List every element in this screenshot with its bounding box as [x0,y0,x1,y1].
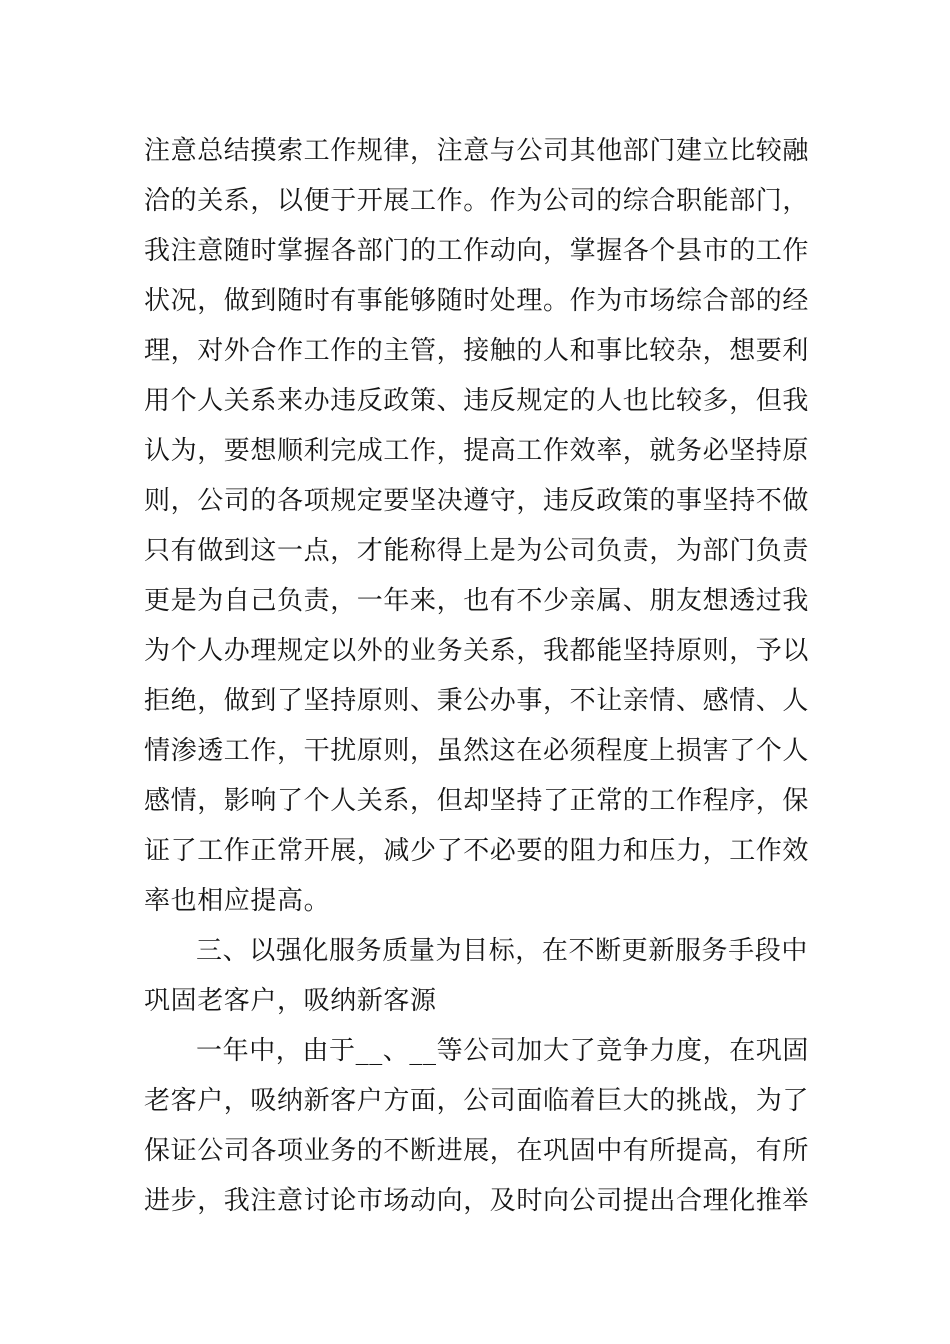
text-line: 我注意随时掌握各部门的工作动向，掌握各个县市的工作 [144,236,810,266]
document-body [144,126,808,1226]
text-line: 理，对外合作工作的主管，接触的人和事比较杂，想要利 [144,336,810,366]
text-line: 情渗透工作，干扰原则，虽然这在必须程度上损害了个人 [144,736,810,766]
section-heading-line: 三、以强化服务质量为目标，在不断更新服务手段中 [196,936,808,966]
text-line: 拒绝，做到了坚持原则、秉公办事，不让亲情、感情、人 [144,686,810,716]
text-line: 用个人关系来办违反政策、违反规定的人也比较多，但我 [144,386,810,416]
text-line: 注意总结摸索工作规律，注意与公司其他部门建立比较融 [144,136,810,166]
text-line: 证了工作正常开展，减少了不必要的阻力和压力，工作效 [144,836,810,866]
text-line: 为个人办理规定以外的业务关系，我都能坚持原则，予以 [144,636,810,666]
text-line: 更是为自己负责，一年来，也有不少亲属、朋友想透过我 [144,586,810,616]
text-line: 认为，要想顺利完成工作，提高工作效率，就务必坚持原 [144,436,810,466]
text-line: 则，公司的各项规定要坚决遵守，违反政策的事坚持不做 [144,486,810,516]
text-line: 进步，我注意讨论市场动向，及时向公司提出合理化推举 [144,1186,810,1216]
text-line: 只有做到这一点，才能称得上是为公司负责，为部门负责 [144,536,810,566]
text-line: 感情，影响了个人关系，但却坚持了正常的工作程序，保 [144,786,810,816]
text-line: 洽的关系，以便于开展工作。作为公司的综合职能部门， [144,186,810,216]
text-line: 保证公司各项业务的不断进展，在巩固中有所提高，有所 [144,1136,810,1166]
text-line: 率也相应提高。 [144,886,331,916]
section-heading-line: 巩固老客户，吸纳新客源 [144,986,437,1016]
text-line: 老客户，吸纳新客户方面，公司面临着巨大的挑战，为了 [144,1086,810,1116]
text-line: 状况，做到随时有事能够随时处理。作为市场综合部的经 [144,286,810,316]
text-line: 一年中，由于__、__等公司加大了竞争力度，在巩固 [196,1036,810,1066]
